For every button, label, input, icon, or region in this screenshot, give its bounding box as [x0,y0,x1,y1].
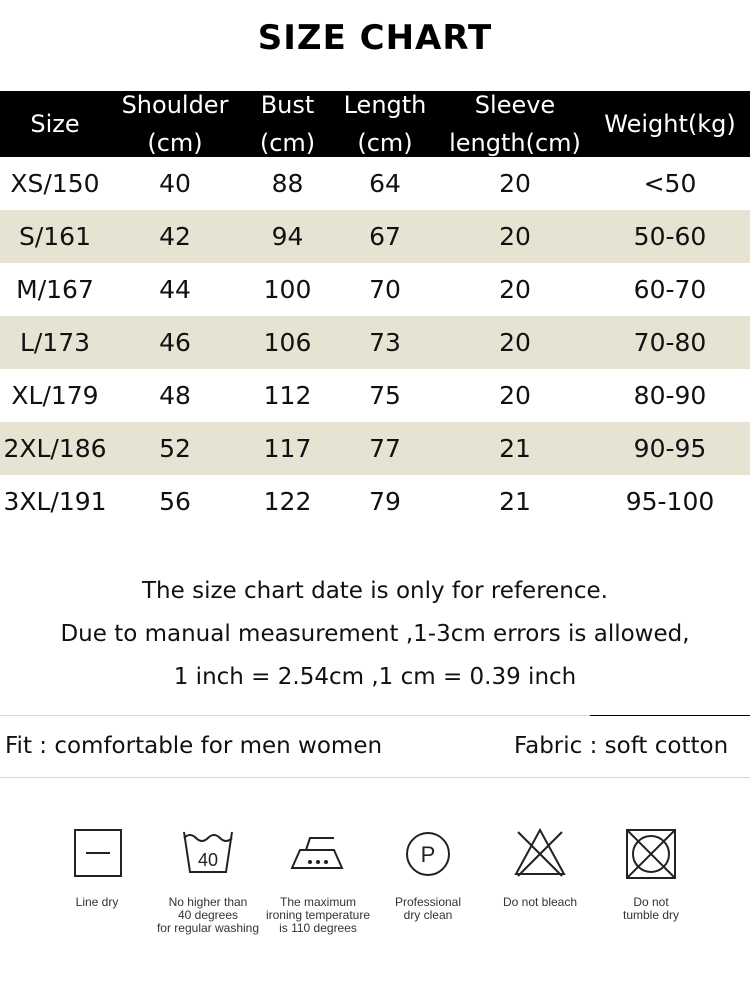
cell-length: 77 [369,434,401,463]
care-label-line: 40 degrees [177,908,239,922]
cell-sleeve: 20 [499,222,531,251]
cell-length: 73 [369,328,401,357]
cell-shoulder: 40 [159,169,191,198]
cell-bust: 88 [271,169,304,198]
cell-length: 64 [369,169,401,198]
cell-shoulder: 44 [159,275,191,304]
header-length [335,91,435,157]
care-no-tumble-dry-label [596,896,706,922]
care-label-line: The maximum [279,895,356,909]
header-sleeve-unit: length(cm) [449,129,581,157]
care-iron-label [263,896,373,935]
header-weight [595,91,745,157]
cell-bust: 112 [263,381,312,410]
no-tumble-dry-icon [621,824,681,884]
cell-length: 79 [369,487,401,516]
cell-sleeve: 20 [499,381,531,410]
header-length-unit: (cm) [357,129,413,157]
care-label-line: for regular washing [156,921,260,935]
header-weight-label: Weight(kg) [604,110,736,138]
header-shoulder-unit: (cm) [147,129,203,157]
care-wash-40-label [153,896,263,935]
cell-bust: 94 [271,222,304,251]
cell-bust: 117 [263,434,312,463]
care-label-line: Do not [633,895,669,909]
table-row [0,157,750,210]
cell-shoulder: 42 [159,222,191,251]
cell-size: XL/179 [11,381,99,410]
dry-clean-icon [398,824,458,884]
cell-bust: 122 [263,487,312,516]
line-dry-icon [67,824,127,884]
cell-weight: 90-95 [633,434,707,463]
header-shoulder-label: Shoulder [121,91,229,119]
cell-sleeve: 20 [499,328,531,357]
care-iron [263,824,373,935]
iron-icon [288,824,348,884]
cell-weight: 50-60 [633,222,707,251]
cell-weight: <50 [643,169,697,198]
care-label-line: is 110 degrees [279,921,357,935]
table-row [0,263,750,316]
cell-length: 67 [369,222,401,251]
care-no-bleach [485,824,595,909]
table-row [0,210,750,263]
cell-size: S/161 [18,222,91,251]
no-bleach-icon [510,824,570,884]
header-sleeve-label: Sleeve [474,91,556,119]
cell-size: M/167 [16,275,94,304]
wash-40-icon [178,824,238,884]
cell-bust: 106 [263,328,312,357]
header-size [0,91,110,157]
note-reference: The size chart date is only for reference. [142,578,608,604]
care-line-dry-label [42,896,152,909]
table-row [0,475,750,528]
header-sleeve [445,91,585,157]
cell-shoulder: 48 [159,381,191,410]
size-table-body [0,157,750,528]
header-bust-label: Bust [260,91,315,119]
cell-weight: 80-90 [633,381,707,410]
care-label-line: Professional [394,895,462,909]
table-row [0,422,750,475]
cell-weight: 95-100 [625,487,715,516]
care-label-line: ironing temperature [265,908,371,922]
fit-fabric-bar [0,715,750,778]
cell-bust: 100 [263,275,312,304]
header-bust-unit: (cm) [259,129,316,157]
care-dry-clean-label [373,896,483,922]
care-line-dry [42,824,152,909]
cell-size: 2XL/186 [3,434,107,463]
care-wash-40 [153,824,263,935]
cell-shoulder: 56 [159,487,191,516]
cell-length: 75 [369,381,401,410]
cell-shoulder: 46 [159,328,191,357]
fit-text: Fit : comfortable for men women [5,733,383,759]
wash-40-badge: 40 [197,850,219,870]
cell-weight: 60-70 [633,275,707,304]
note-conversion: 1 inch = 2.54cm ,1 cm = 0.39 inch [173,664,577,690]
table-row [0,316,750,369]
cell-sleeve: 20 [499,275,531,304]
dry-clean-badge: P [420,842,436,867]
care-no-bleach-label [485,896,595,909]
care-label-line: dry clean [403,908,453,922]
cell-sleeve: 20 [499,169,531,198]
care-label-line: tumble dry [622,908,680,922]
header-size-label: Size [30,110,80,138]
care-label-line: Line dry [75,895,119,909]
header-bust [245,91,330,157]
cell-sleeve: 21 [499,487,531,516]
care-label-line: No higher than [168,895,248,909]
care-no-tumble-dry [596,824,706,922]
header-shoulder [115,91,235,157]
fabric-text: Fabric : soft cotton [514,733,729,759]
cell-size: 3XL/191 [3,487,107,516]
page-title: SIZE CHART [257,18,493,58]
table-row [0,369,750,422]
care-dry-clean [373,824,483,922]
cell-sleeve: 21 [499,434,531,463]
note-tolerance: Due to manual measurement ,1-3cm errors is allowed, [60,621,690,647]
cell-size: XS/150 [10,169,100,198]
cell-size: L/173 [19,328,91,357]
header-length-label: Length [343,91,427,119]
table-header [0,91,750,157]
cell-length: 70 [369,275,401,304]
cell-shoulder: 52 [159,434,191,463]
care-label-line: Do not bleach [502,895,578,909]
cell-weight: 70-80 [633,328,707,357]
